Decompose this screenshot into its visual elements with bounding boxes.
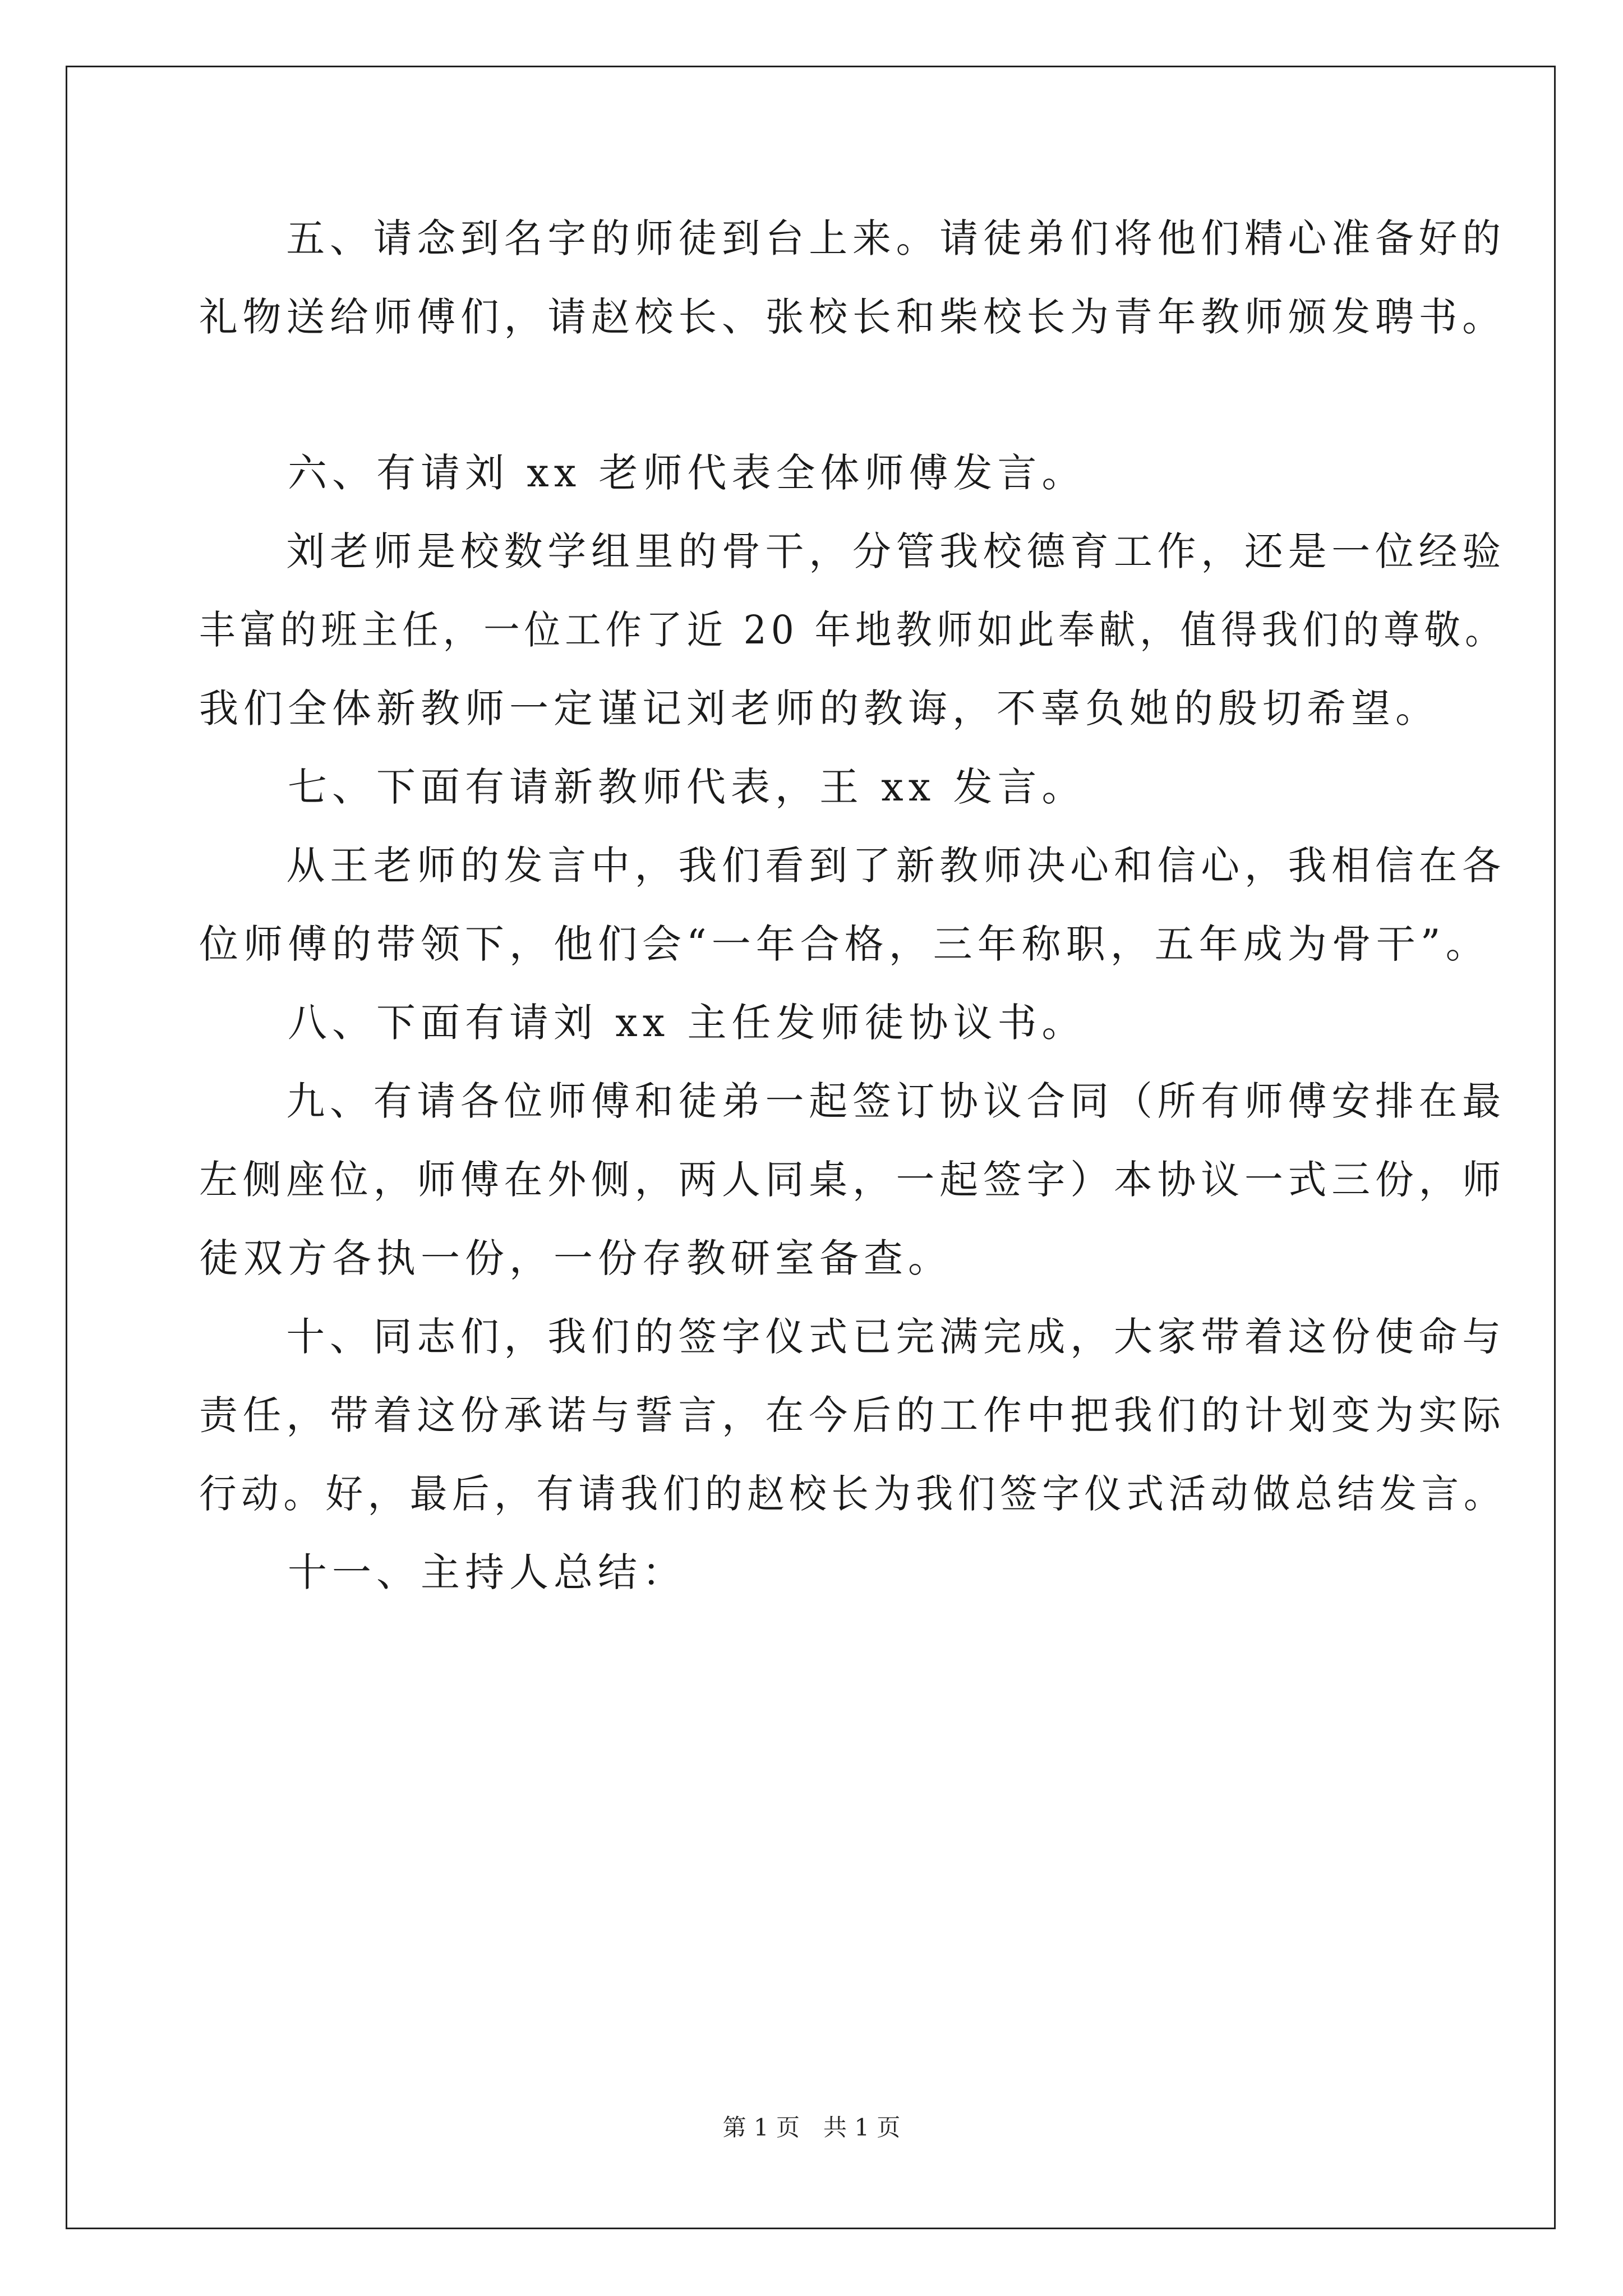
text-line: 行动。好，最后，有请我们的赵校长为我们签字仪式活动做总结发言。 — [199, 1471, 1506, 1517]
text-line: 责任，带着这份承诺与誓言，在今后的工作中把我们的计划变为实际 — [199, 1392, 1506, 1438]
text-line: 丰富的班主任，一位工作了近 20 年地教师如此奉献，值得我们的尊敬。 — [199, 607, 1506, 653]
text-line: 从王老师的发言中，我们看到了新教师决心和信心，我相信在各 — [199, 843, 1506, 889]
text-line: 位师傅的带领下，他们会“一年合格，三年称职，五年成为骨干”。 — [199, 921, 1490, 967]
text-line: 五、请念到名字的师徒到台上来。请徒弟们将他们精心准备好的 — [199, 215, 1506, 261]
page-border — [66, 66, 1556, 2229]
page-footer: 第 1 页 共 1 页 — [722, 2114, 901, 2141]
text-line: 徒双方各执一份，一份存教研室备查。 — [199, 1235, 952, 1281]
text-line: 十、同志们，我们的签字仪式已完满完成，大家带着这份使命与 — [199, 1314, 1506, 1360]
text-line: 礼物送给师傅们，请赵校长、张校长和柴校长为青年教师颁发聘书。 — [199, 294, 1506, 340]
text-line: 八、下面有请刘 xx 主任发师徒协议书。 — [199, 1000, 1086, 1046]
text-line: 六、有请刘 xx 老师代表全体师傅发言。 — [199, 450, 1086, 496]
text-line: 七、下面有请新教师代表，王 xx 发言。 — [199, 764, 1086, 810]
text-line: 刘老师是校数学组里的骨干，分管我校德育工作，还是一位经验 — [199, 528, 1506, 574]
text-line: 十一、主持人总结： — [199, 1549, 686, 1595]
text-line: 我们全体新教师一定谨记刘老师的教诲，不辜负她的殷切希望。 — [199, 685, 1440, 731]
text-line: 左侧座位，师傅在外侧，两人同桌，一起签字）本协议一式三份，师 — [199, 1157, 1506, 1203]
text-line: 九、有请各位师傅和徒弟一起签订协议合同（所有师傅安排在最 — [199, 1078, 1506, 1124]
